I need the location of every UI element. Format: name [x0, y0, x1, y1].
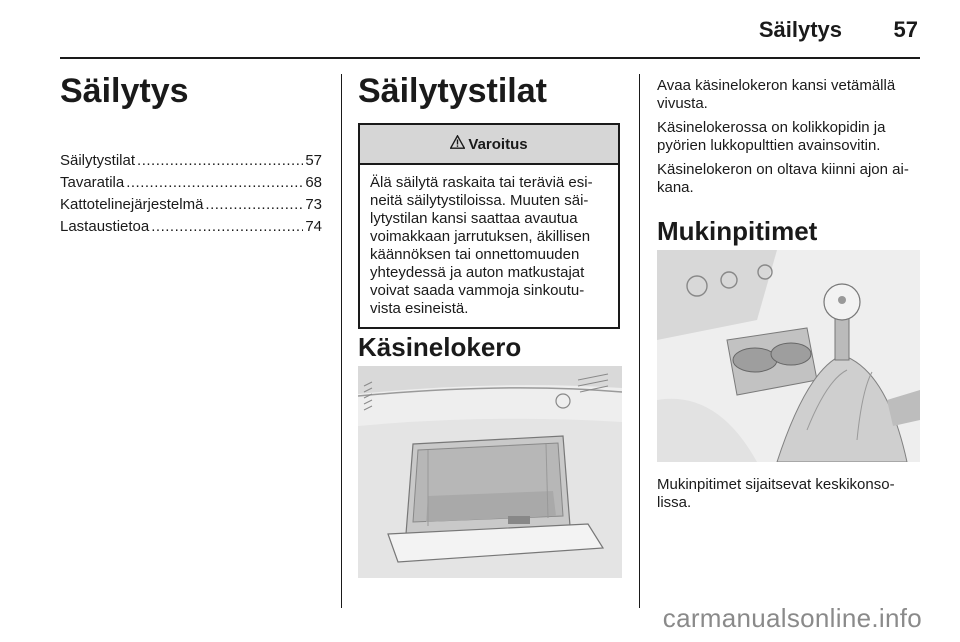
- subsection-title-glovebox: Käsinelokero: [358, 332, 522, 362]
- paragraph: [657, 77, 921, 113]
- text-line: lissa.: [657, 494, 692, 511]
- warning-line: Älä säilytä raskaita tai teräviä esi-: [370, 174, 593, 191]
- warning-line: voimakkaan jarrutuksen, äkillisen: [370, 228, 591, 245]
- toc-entry[interactable]: [60, 150, 322, 172]
- cupholder-caption: [657, 476, 921, 512]
- column-divider-left: [341, 74, 342, 608]
- warning-header: [360, 125, 618, 165]
- text-line: Käsinelokerossa on kolikkopidin ja: [657, 119, 886, 136]
- warning-triangle-icon: [450, 135, 465, 153]
- warning-title: Varoitus: [468, 135, 528, 153]
- glovebox-instructions: [657, 77, 921, 203]
- subsection-title-cupholders: Mukinpitimet: [657, 216, 818, 246]
- warning-line: voivat saada vammoja sinkoutu-: [370, 282, 585, 299]
- warning-line: käännöksen tai onnettomuuden: [370, 246, 580, 263]
- table-of-contents: [60, 150, 322, 238]
- toc-entry-label: Kattotelinejärjestelmä: [60, 196, 204, 213]
- toc-entry[interactable]: [60, 172, 322, 194]
- toc-entry-page: 57: [305, 152, 322, 169]
- column-divider-right: [639, 74, 640, 608]
- toc-entry[interactable]: [60, 216, 322, 238]
- chapter-title: Säilytys: [60, 72, 189, 110]
- paragraph: [657, 119, 921, 155]
- toc-entry-label: Tavaratila: [60, 174, 125, 191]
- text-line: kana.: [657, 179, 694, 196]
- text-line: vivusta.: [657, 95, 708, 112]
- toc-entry-label: Lastaustietoa: [60, 218, 150, 235]
- glovebox-illustration: [358, 366, 622, 578]
- toc-entry-page: 73: [305, 196, 322, 213]
- warning-line: vista esineistä.: [370, 300, 469, 317]
- text-line: pyörien lukkopulttien avainsovitin.: [657, 137, 881, 154]
- toc-entry-label: Säilytystilat: [60, 152, 136, 169]
- page-number: 57: [893, 17, 918, 42]
- warning-line: neitä säilytystiloissa. Muuten säi-: [370, 192, 589, 209]
- text-line: Avaa käsinelokeron kansi vetämällä: [657, 77, 896, 94]
- watermark: carmanualsonline.info: [662, 603, 922, 633]
- warning-line: yhteydessä ja auton matkustajat: [370, 264, 585, 281]
- text-line: Mukinpitimet sijaitsevat keskikonso-: [657, 476, 895, 493]
- toc-entry-page: 68: [305, 174, 322, 191]
- paragraph: [657, 161, 921, 197]
- running-header-title: Säilytys: [758, 17, 842, 42]
- cupholder-illustration: [657, 250, 920, 462]
- warning-line: lytystilan kansi saattaa avautua: [370, 210, 578, 227]
- warning-box: [358, 123, 620, 329]
- warning-text: [360, 165, 618, 327]
- text-line: Käsinelokeron on oltava kiinni ajon ai-: [657, 161, 909, 178]
- toc-entry[interactable]: [60, 194, 322, 216]
- header-rule: [60, 57, 920, 59]
- section-title: Säilytystilat: [358, 72, 547, 110]
- toc-entry-page: 74: [305, 218, 322, 235]
